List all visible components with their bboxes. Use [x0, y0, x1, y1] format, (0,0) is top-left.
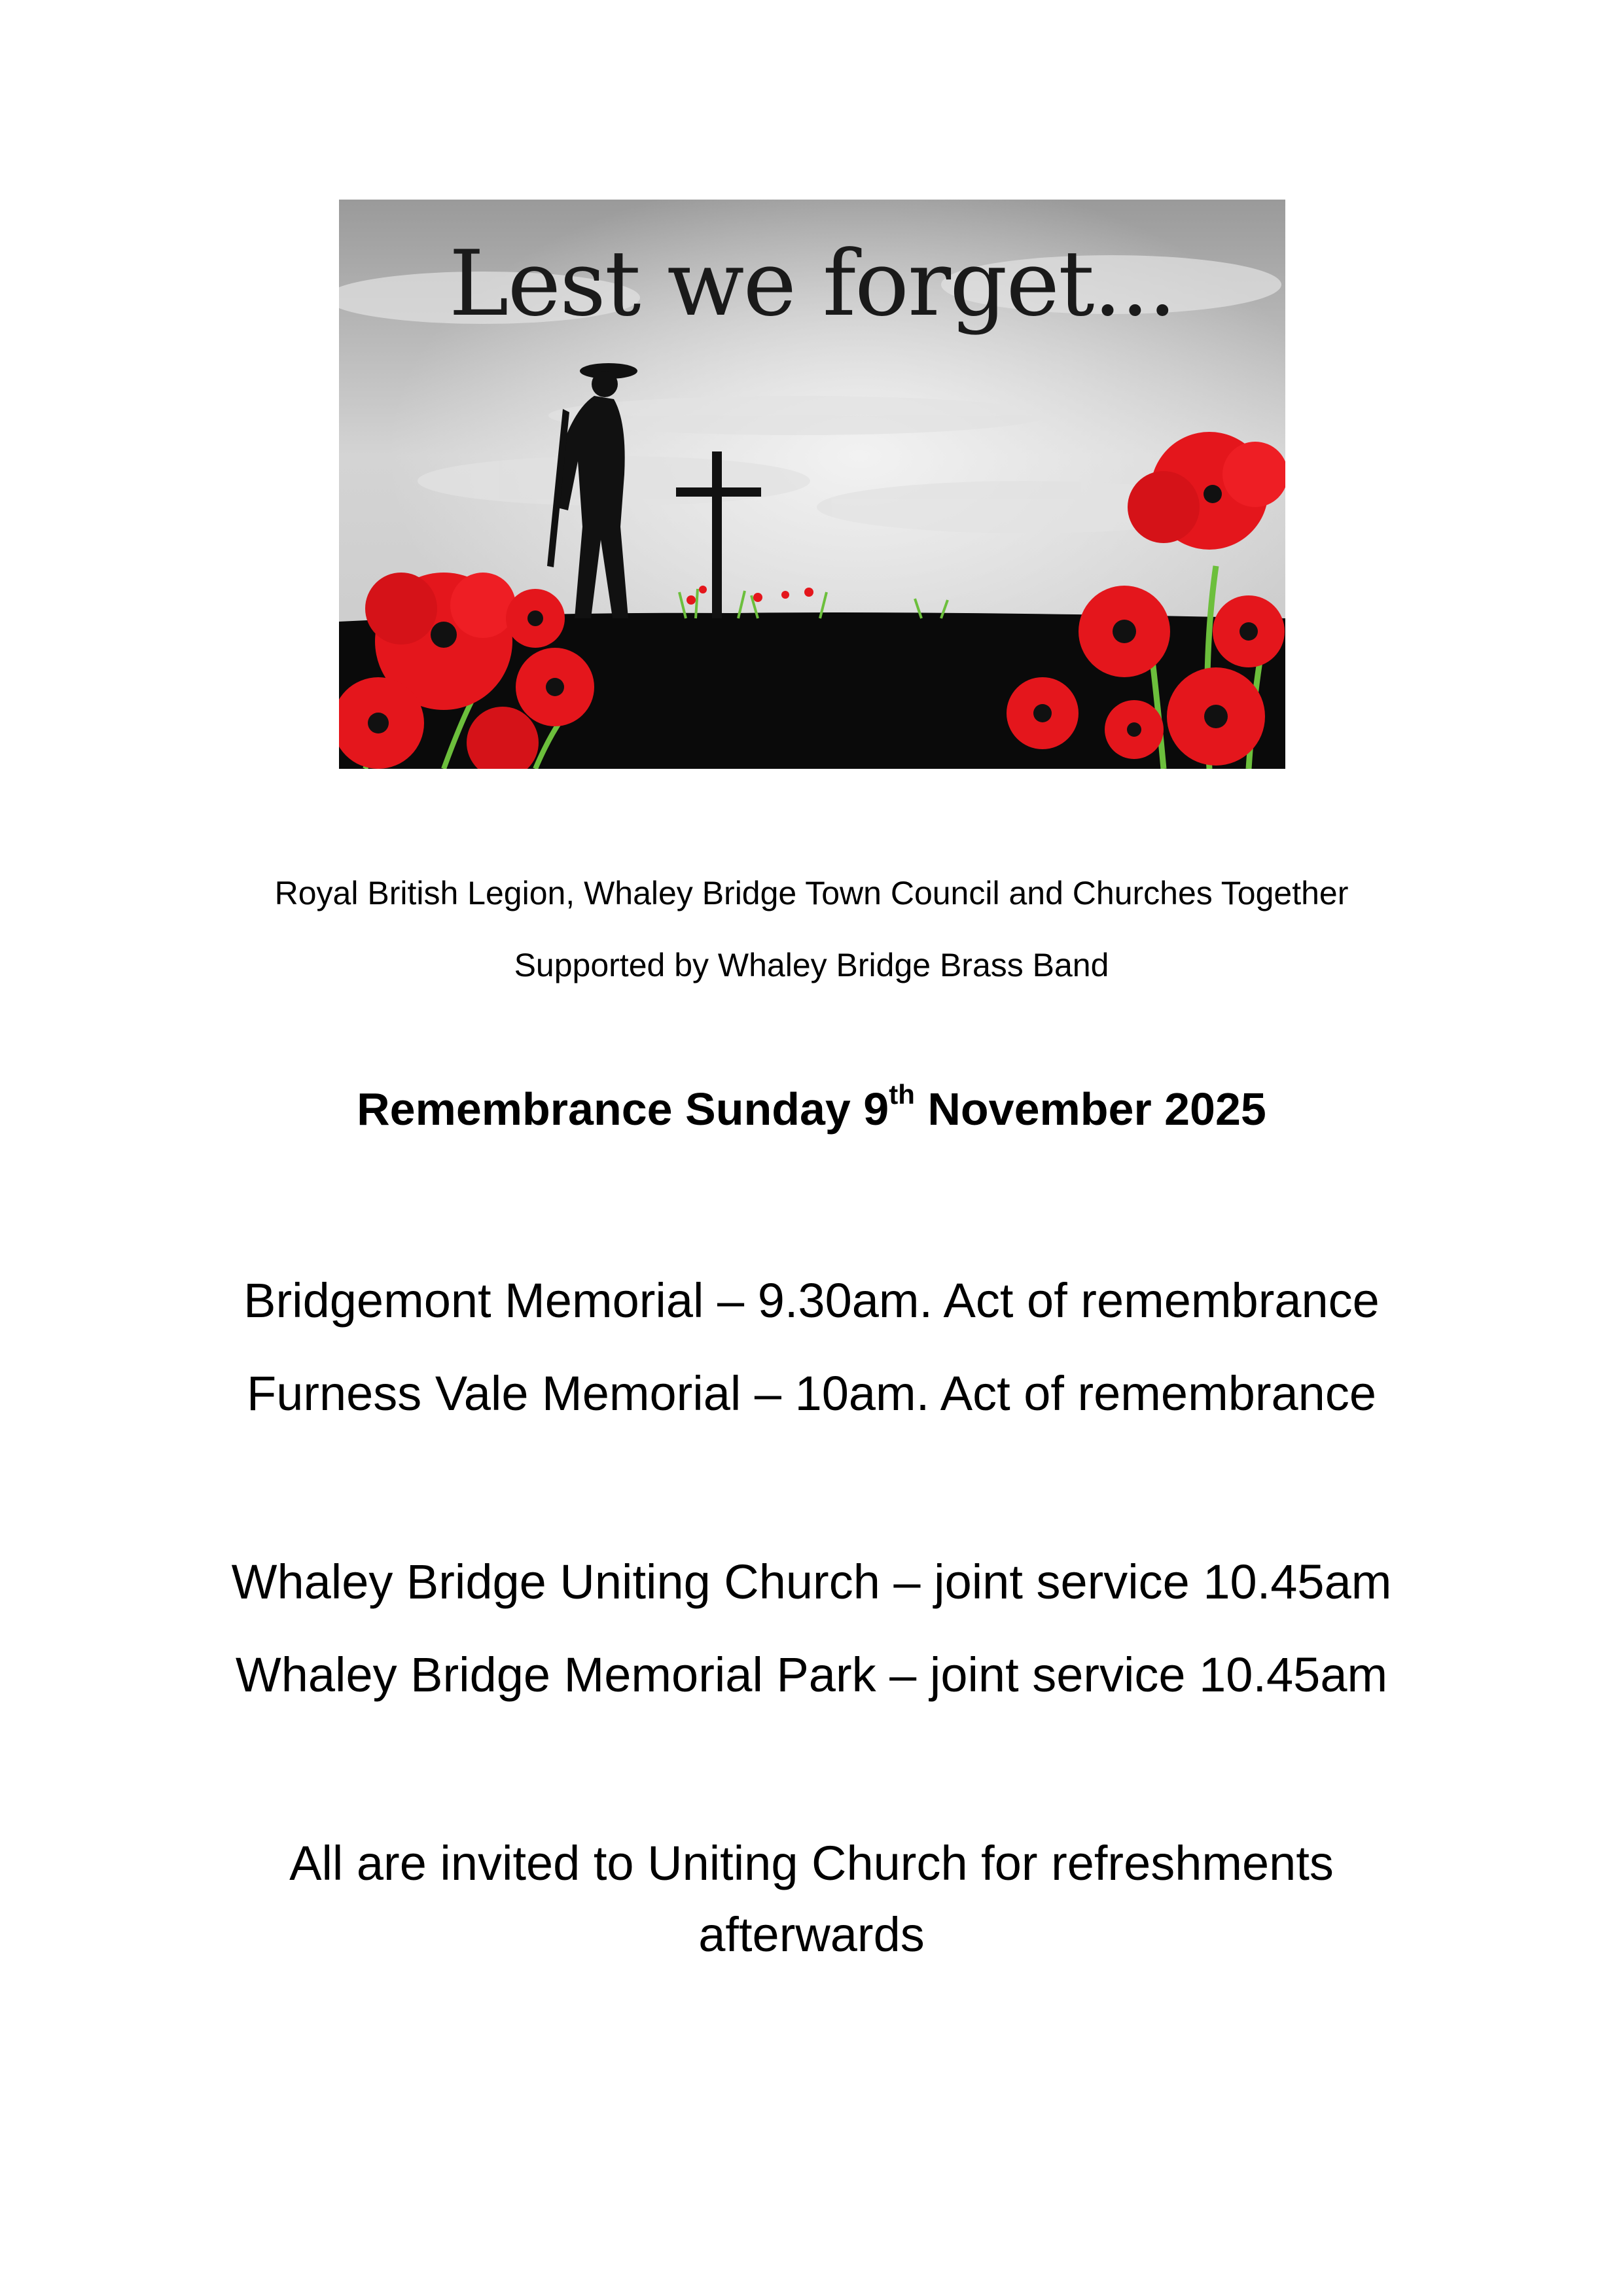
event-furness-vale: Furness Vale Memorial – 10am. Act of remembrance	[247, 1366, 1376, 1421]
remembrance-banner-image	[339, 200, 1285, 769]
invitation-line-2: afterwards	[698, 1907, 925, 1962]
heading-date: November 2025	[914, 1084, 1266, 1135]
heading-text: Remembrance Sunday 9	[357, 1084, 889, 1135]
event-uniting-church: Whaley Bridge Uniting Church – joint service 10.45am	[231, 1555, 1392, 1609]
banner-caption: Lest we forget...	[448, 231, 1176, 336]
heading-ordinal: th	[889, 1078, 915, 1110]
event-memorial-park: Whaley Bridge Memorial Park – joint service 10.45am	[235, 1648, 1388, 1702]
invitation-line-1: All are invited to Uniting Church for refreshments	[289, 1836, 1334, 1890]
event-heading	[0, 1078, 1623, 1137]
organisers-line: Royal British Legion, Whaley Bridge Town Council and Churches Together	[274, 875, 1349, 911]
event-bridgemont: Bridgemont Memorial – 9.30am. Act of remembrance	[243, 1273, 1380, 1328]
support-line: Supported by Whaley Bridge Brass Band	[514, 947, 1109, 983]
